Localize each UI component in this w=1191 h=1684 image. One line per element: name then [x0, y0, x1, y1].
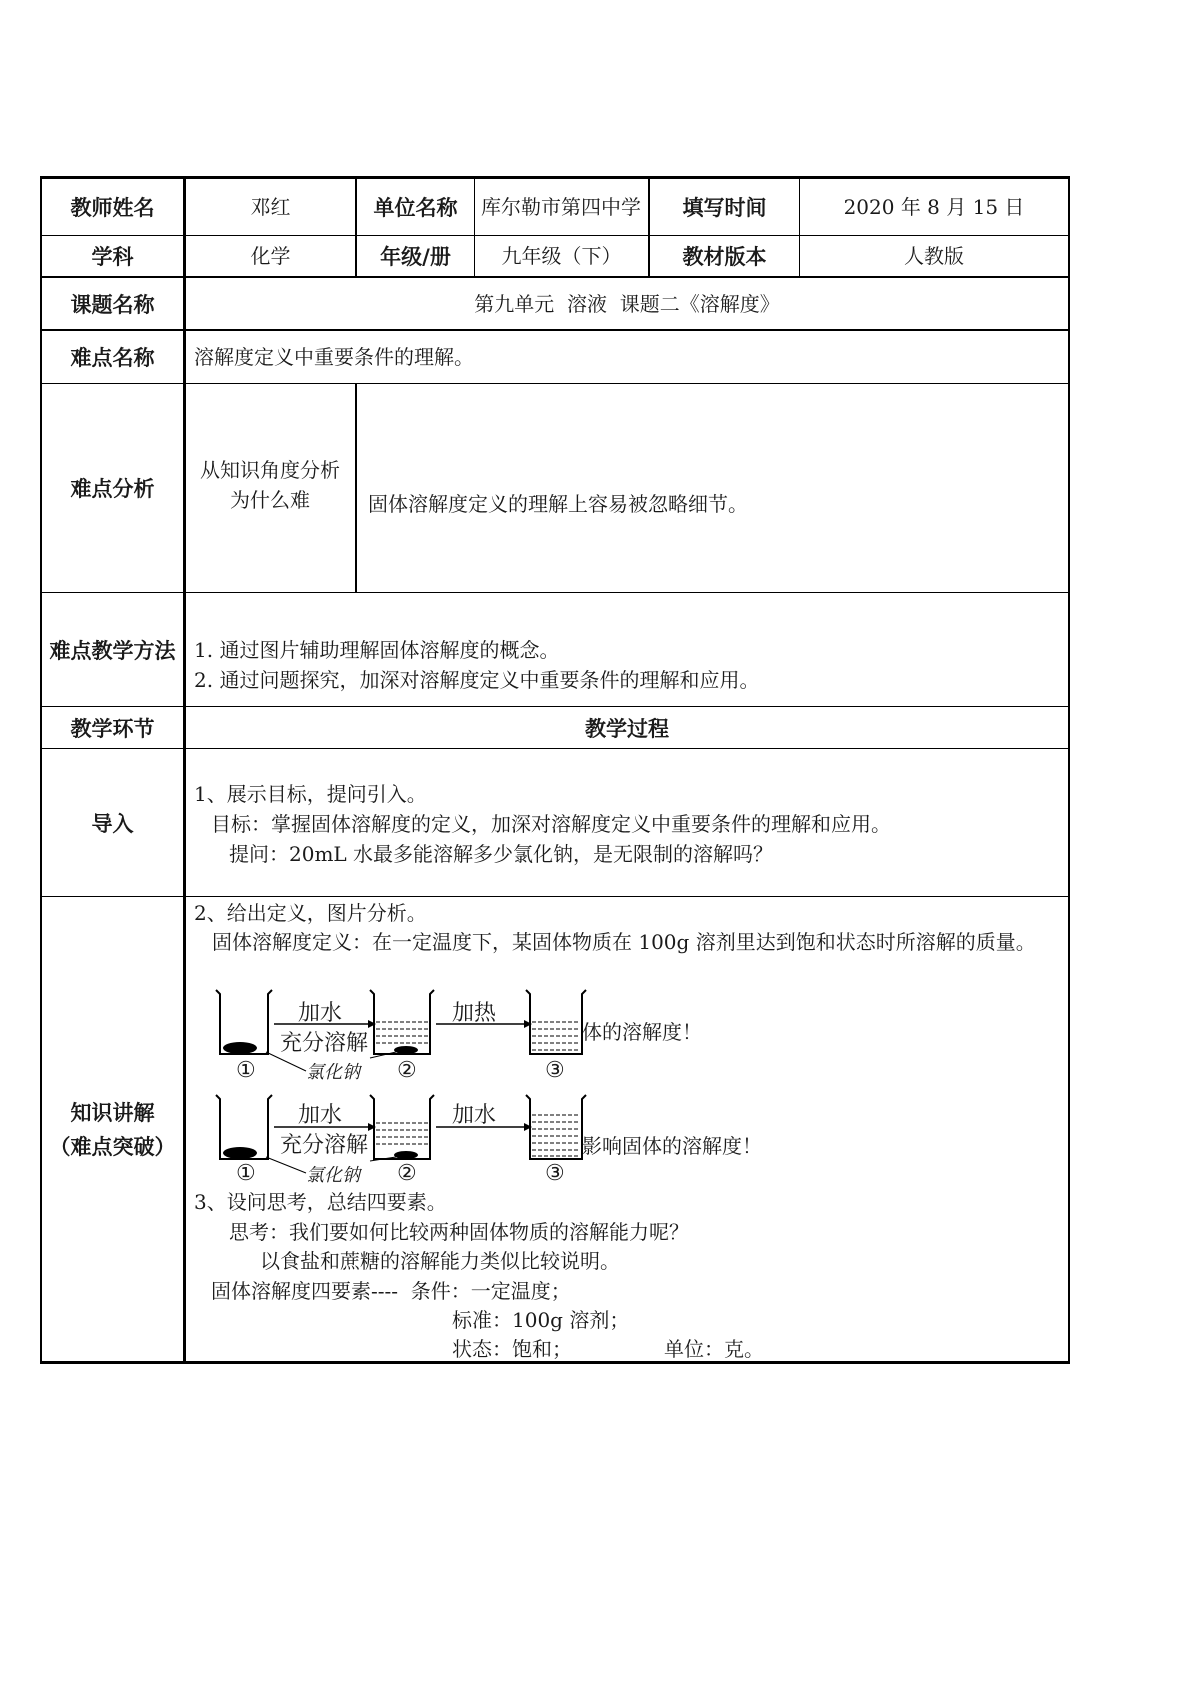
- table-border-right: [1068, 176, 1070, 1363]
- method-item-1: 1. 通过图片辅助理解固体溶解度的概念。: [194, 638, 560, 662]
- diagram-1-arrow-1-top: 加水: [298, 1001, 343, 1026]
- edition-label: 教材版本: [682, 245, 767, 269]
- analysis-label: 难点分析: [70, 477, 155, 501]
- table-rule: [355, 383, 357, 592]
- knowledge-subtitle: （难点突破）: [49, 1135, 176, 1159]
- intro-line-3: 提问：20mL 水最多能溶解多少氯化钠，是无限制的溶解吗？: [229, 842, 774, 866]
- unit-name-value: 库尔勒市第四中学: [481, 195, 641, 219]
- teacher-name-value: 邓红: [250, 195, 291, 219]
- difficulty-value: 溶解度定义中重要条件的理解。: [194, 345, 474, 369]
- subject-label: 学科: [91, 245, 134, 269]
- knowledge-title: 知识讲解: [70, 1101, 155, 1125]
- intro-line-2: 目标：掌握固体溶解度的定义，加深对溶解度定义中重要条件的理解和应用。: [211, 812, 891, 836]
- difficulty-label: 难点名称: [70, 346, 155, 370]
- step-2-heading: 2、给出定义，图片分析。: [194, 901, 427, 925]
- topic-label: 课题名称: [70, 292, 155, 317]
- teacher-name-label: 教师姓名: [70, 196, 155, 220]
- process-title: 教学过程: [585, 716, 669, 741]
- method-item-2: 2. 通过问题探究，加深对溶解度定义中重要条件的理解和应用。: [194, 668, 760, 692]
- subject-value: 化学: [250, 244, 291, 268]
- diagram-1-caption: 体的溶解度！: [582, 1020, 702, 1044]
- analysis-value: 固体溶解度定义的理解上容易被忽略细节。: [368, 492, 748, 516]
- topic-value: 第九单元 溶液 课题二《溶解度》: [474, 291, 780, 316]
- grade-value: 九年级（下）: [501, 244, 622, 268]
- unit-line: 单位：克。: [664, 1337, 764, 1361]
- table-rule: [183, 176, 186, 1363]
- unit-name-label: 单位名称: [373, 196, 458, 220]
- diagram-2-label-1: ①: [236, 1161, 256, 1186]
- example-line: 以食盐和蔗糖的溶解能力类似比较说明。: [260, 1249, 620, 1273]
- diagram-2-arrow-1-bottom: 充分溶解: [280, 1133, 369, 1158]
- diagram-1-solute: 氯化钠: [306, 1062, 360, 1083]
- date-label: 填写时间: [682, 196, 767, 220]
- grade-label: 年级/册: [380, 245, 451, 269]
- intro-label: 导入: [91, 811, 134, 836]
- table-rule: [40, 748, 1070, 749]
- sodium-chloride-solid-icon: [223, 1147, 257, 1159]
- residue-solid-icon: [394, 1151, 418, 1159]
- knowledge-label: [42, 897, 183, 1361]
- analysis-angle: 从知识角度分析为什么难: [200, 458, 340, 512]
- intro-line-1: 1、展示目标，提问引入。: [194, 782, 427, 806]
- diagram-1-arrow-2-top: 加热: [452, 1001, 497, 1026]
- diagram-1-label-1: ①: [236, 1058, 256, 1083]
- method-label: 难点教学方法: [49, 638, 176, 663]
- diagram-2-label-2: ②: [397, 1161, 417, 1186]
- diagram-1-label-2: ②: [397, 1058, 417, 1083]
- beaker-2-icon: [370, 1095, 434, 1159]
- process-stage-label: 教学环节: [70, 716, 155, 741]
- four-elements-line: 固体溶解度四要素---- 条件：一定温度；: [211, 1279, 571, 1303]
- beaker-3-icon: [526, 1095, 586, 1159]
- diagram-2-label-3: ③: [545, 1161, 565, 1186]
- edition-value: 人教版: [904, 244, 964, 268]
- diagram-2-arrow-1-top: 加水: [298, 1103, 343, 1128]
- solubility-definition: 固体溶解度定义：在一定温度下，某固体物质在 100g 溶剂里达到饱和状态时所溶解的质量。: [212, 930, 1036, 954]
- diagram-2-arrow-2-top: 加水: [452, 1103, 497, 1128]
- diagram-2-solute: 氯化钠: [306, 1165, 360, 1186]
- think-question: 思考：我们要如何比较两种固体物质的溶解能力呢？: [229, 1220, 689, 1244]
- state-line: 状态：饱和；: [452, 1337, 572, 1361]
- sodium-chloride-solid-icon: [223, 1042, 257, 1054]
- standard-line: 标准：100g 溶剂；: [452, 1308, 630, 1332]
- diagram-1-arrow-1-bottom: 充分溶解: [280, 1031, 369, 1056]
- diagram-1-label-3: ③: [545, 1058, 565, 1083]
- date-value: 2020 年 8 月 15 日: [843, 195, 1025, 219]
- diagram-2-caption: 影响固体的溶解度！: [582, 1134, 762, 1158]
- step-3-heading: 3、设问思考，总结四要素。: [194, 1190, 447, 1214]
- table-rule: [40, 592, 1070, 593]
- residue-solid-icon: [394, 1046, 418, 1054]
